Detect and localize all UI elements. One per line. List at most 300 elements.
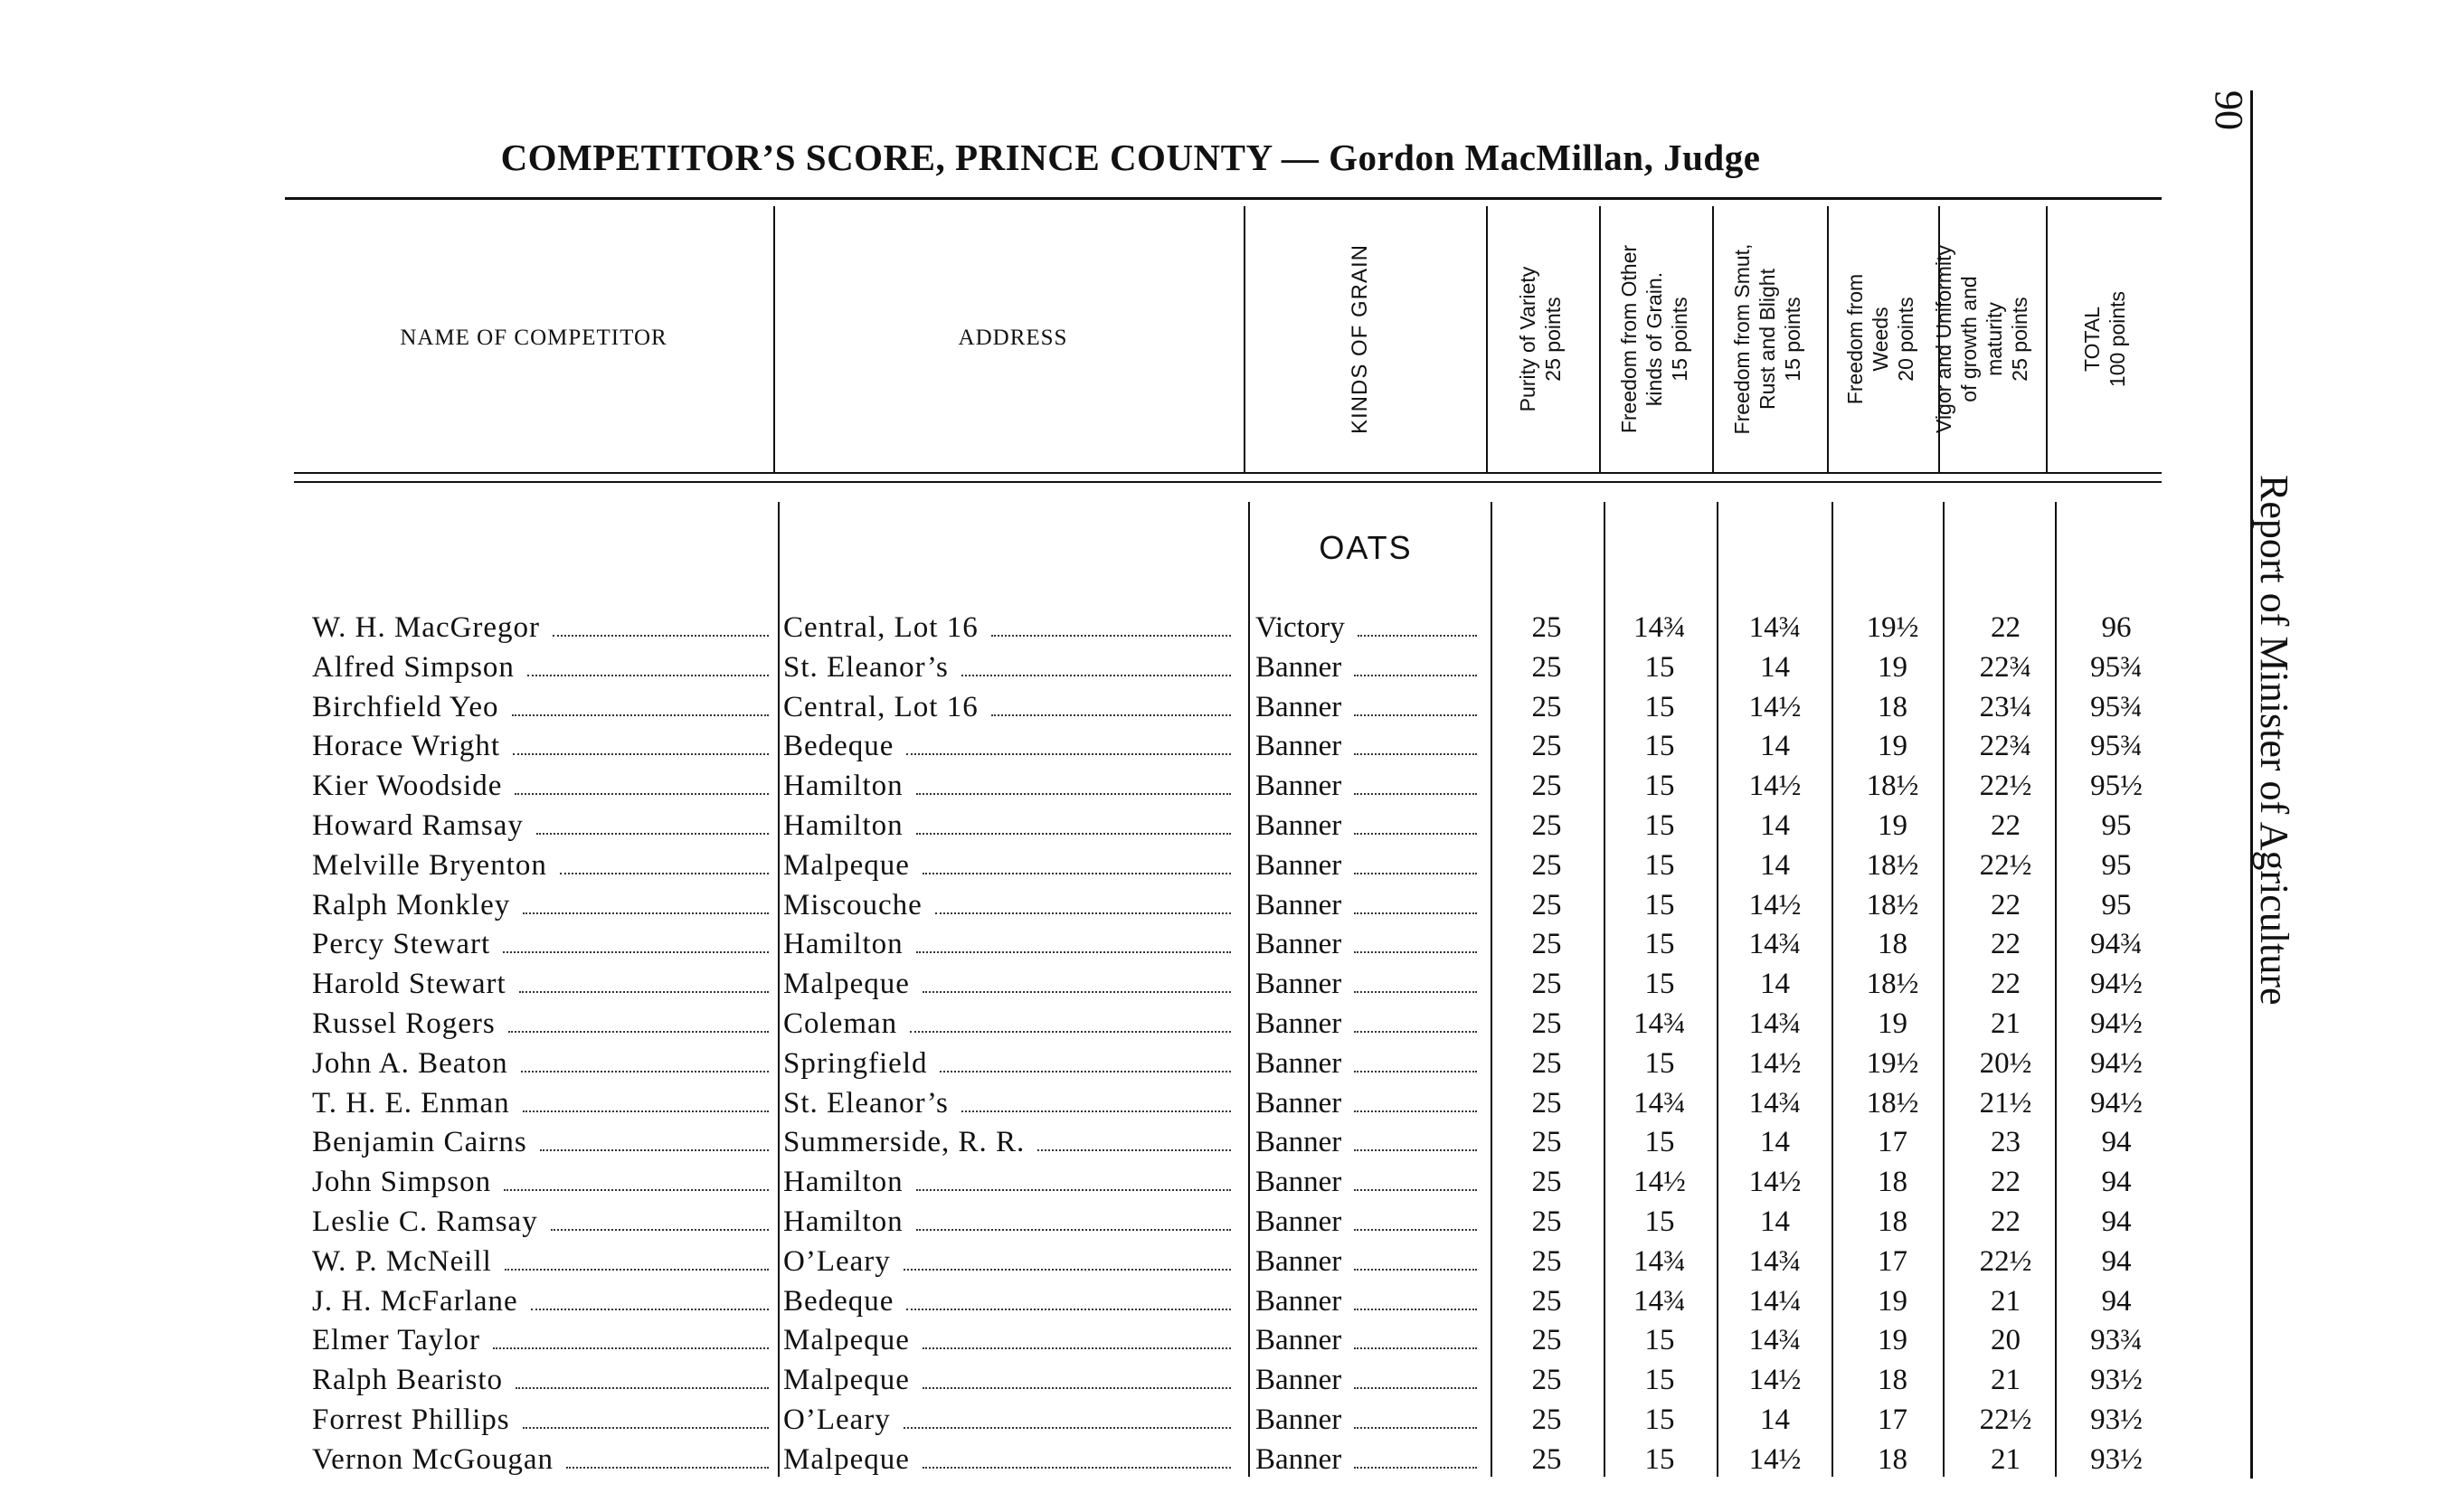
freedom-weeds-score-text: 19 <box>1878 730 1907 763</box>
dot-leader <box>1354 1426 1477 1429</box>
grain-kind-text: Banner <box>1255 730 1342 763</box>
table-row <box>0 1162 2442 1202</box>
freedom-weeds-score <box>1836 1122 1949 1162</box>
competitor-address <box>783 1202 1240 1242</box>
table-row <box>0 1242 2442 1281</box>
competitor-name-text: John Simpson <box>312 1166 492 1199</box>
dot-leader <box>1354 713 1477 716</box>
table-row <box>0 1122 2442 1162</box>
freedom-weeds-score <box>1836 964 1949 1004</box>
purity-score-text: 25 <box>1531 1364 1562 1397</box>
vigor-score <box>1949 1202 2062 1242</box>
total-score <box>2062 885 2171 925</box>
competitor-address <box>783 924 1240 964</box>
freedom-weeds-score-text: 18 <box>1878 1364 1907 1397</box>
dot-leader <box>1354 674 1477 676</box>
table-row <box>0 806 2442 846</box>
freedom-other-score-text: 15 <box>1644 690 1675 723</box>
competitor-address-text: Summerside, R. R. <box>783 1126 1026 1159</box>
freedom-other-score-text: 15 <box>1644 650 1675 684</box>
grain-kind <box>1255 806 1486 846</box>
competitor-address <box>783 608 1240 647</box>
header-bottom-rule <box>294 472 2162 474</box>
table-row <box>0 964 2442 1004</box>
competitor-name <box>312 1281 778 1321</box>
freedom-other-score-text: 15 <box>1644 1442 1675 1476</box>
competitor-name-text: Horace Wright <box>312 730 501 763</box>
page-title: COMPETITOR’S SCORE, PRINCE COUNTY — Gordon MacMillan, Judge <box>500 137 1761 178</box>
freedom-weeds-score-text: 18 <box>1878 690 1907 723</box>
grain-kind <box>1255 1281 1486 1321</box>
total-score-text: 95¾ <box>2090 730 2143 763</box>
competitor-name <box>312 608 778 647</box>
competitor-address-text: Bedeque <box>783 1284 894 1318</box>
table-row <box>0 608 2442 647</box>
competitor-name <box>312 1083 778 1123</box>
competitor-address <box>783 1083 1240 1123</box>
freedom-other-score-text: 15 <box>1644 1324 1675 1357</box>
grain-kind <box>1255 1083 1486 1123</box>
vigor-score-text: 22 <box>1991 968 2021 1001</box>
purity-score-text: 25 <box>1531 1324 1562 1357</box>
vigor-score-text: 21 <box>1991 1007 2021 1040</box>
grain-kind <box>1255 1044 1486 1083</box>
grain-kind-text: Banner <box>1255 968 1342 1001</box>
dot-leader <box>1354 872 1477 874</box>
freedom-other-score-text: 14¾ <box>1633 1244 1686 1278</box>
freedom-other-score <box>1605 726 1714 766</box>
vigor-score <box>1949 1320 2062 1360</box>
grain-kind-text: Banner <box>1255 1007 1342 1040</box>
purity-score-text: 25 <box>1531 730 1562 763</box>
purity-score <box>1492 1281 1601 1321</box>
freedom-weeds-score-text: 18 <box>1878 1442 1907 1476</box>
freedom-smut-score-text: 14¾ <box>1748 1244 1802 1278</box>
header-bottom-rule-2 <box>294 481 2162 483</box>
dot-leader <box>916 1228 1231 1231</box>
competitor-name-text: Ralph Monkley <box>312 888 511 921</box>
dot-leader <box>566 1466 769 1469</box>
freedom-smut-score <box>1718 1083 1832 1123</box>
vigor-score <box>1949 1360 2062 1400</box>
freedom-smut-score-text: 14½ <box>1748 770 1802 803</box>
table-row <box>0 726 2442 766</box>
competitor-name <box>312 766 778 806</box>
dot-leader <box>935 912 1231 914</box>
dot-leader <box>1354 950 1477 953</box>
competitor-name-text: W. H. MacGregor <box>312 611 541 644</box>
vigor-score <box>1949 1044 2062 1083</box>
competitor-name-text: Harold Stewart <box>312 968 506 1001</box>
freedom-other-score <box>1605 924 1714 964</box>
competitor-name-text: Kier Woodside <box>312 770 503 803</box>
dot-leader <box>906 752 1231 755</box>
dot-leader <box>923 1386 1231 1389</box>
freedom-other-score <box>1605 1202 1714 1242</box>
dot-leader <box>560 872 769 874</box>
vigor-score-text: 21 <box>1991 1442 2021 1476</box>
freedom-weeds-score <box>1836 1440 1949 1479</box>
purity-score-text: 25 <box>1531 1244 1562 1278</box>
freedom-weeds-score <box>1836 846 1949 885</box>
grain-kind <box>1255 846 1486 885</box>
purity-score-text: 25 <box>1531 809 1562 842</box>
competitor-name-text: Forrest Phillips <box>312 1403 510 1436</box>
competitor-name <box>312 924 778 964</box>
freedom-other-score <box>1605 1083 1714 1123</box>
header-address: ADDRESS <box>958 326 1068 350</box>
freedom-other-score <box>1605 687 1714 727</box>
header-divider <box>1486 206 1488 472</box>
competitor-name-text: John A. Beaton <box>312 1046 508 1080</box>
freedom-other-score-text: 15 <box>1644 1403 1675 1436</box>
freedom-other-score-text: 15 <box>1644 928 1675 961</box>
table-row <box>0 924 2442 964</box>
freedom-weeds-score <box>1836 1281 1949 1321</box>
grain-kind-text: Banner <box>1255 650 1342 684</box>
vigor-score <box>1949 846 2062 885</box>
freedom-smut-score-text: 14½ <box>1748 1364 1802 1397</box>
vigor-score <box>1949 1162 2062 1202</box>
competitor-name-text: Vernon McGougan <box>312 1442 554 1476</box>
dot-leader <box>1354 1386 1477 1389</box>
total-score-text: 93¾ <box>2090 1324 2143 1357</box>
table-row <box>0 1083 2442 1123</box>
purity-score <box>1492 1004 1601 1044</box>
freedom-other-score <box>1605 1004 1714 1044</box>
competitor-name-text: Leslie C. Ramsay <box>312 1205 538 1238</box>
competitor-address <box>783 1122 1240 1162</box>
dot-leader <box>1354 1228 1477 1231</box>
grain-kind-text: Banner <box>1255 1324 1342 1357</box>
total-score-text: 94 <box>2101 1244 2132 1278</box>
freedom-weeds-score <box>1836 687 1949 727</box>
freedom-weeds-score-text: 18 <box>1878 928 1907 961</box>
purity-score <box>1492 1320 1601 1360</box>
purity-score-text: 25 <box>1531 968 1562 1001</box>
dot-leader <box>515 792 769 795</box>
freedom-other-score <box>1605 647 1714 687</box>
vigor-score <box>1949 1122 2062 1162</box>
freedom-other-score-text: 15 <box>1644 1126 1675 1159</box>
dot-leader <box>1354 752 1477 755</box>
total-score <box>2062 924 2171 964</box>
grain-kind-text: Banner <box>1255 1442 1342 1476</box>
freedom-weeds-score-text: 17 <box>1878 1126 1907 1159</box>
dot-leader <box>1354 1268 1477 1271</box>
vigor-score <box>1949 766 2062 806</box>
dot-leader <box>1358 634 1477 637</box>
purity-score-text: 25 <box>1531 1086 1562 1120</box>
freedom-other-score <box>1605 1122 1714 1162</box>
competitor-address-text: Hamilton <box>783 809 904 842</box>
dot-leader <box>1354 1308 1477 1310</box>
freedom-weeds-score-text: 19½ <box>1866 611 1919 644</box>
total-score-text: 94½ <box>2090 1007 2143 1040</box>
grain-kind-text: Banner <box>1255 1284 1342 1318</box>
dot-leader <box>1354 1070 1477 1073</box>
grain-kind-text: Banner <box>1255 690 1342 723</box>
dot-leader <box>512 713 769 716</box>
total-score <box>2062 766 2171 806</box>
table-row <box>0 687 2442 727</box>
freedom-smut-score <box>1718 1004 1832 1044</box>
competitor-address <box>783 766 1240 806</box>
freedom-weeds-score <box>1836 1202 1949 1242</box>
grain-kind-text: Banner <box>1255 1126 1342 1159</box>
grain-kind <box>1255 1360 1486 1400</box>
vigor-score <box>1949 924 2062 964</box>
total-score <box>2062 1122 2171 1162</box>
purity-score <box>1492 1202 1601 1242</box>
purity-score <box>1492 846 1601 885</box>
purity-score-text: 25 <box>1531 1007 1562 1040</box>
freedom-weeds-score-text: 18 <box>1878 1166 1907 1199</box>
dot-leader <box>505 1268 769 1271</box>
vigor-score-text: 22 <box>1991 611 2021 644</box>
dot-leader <box>1354 792 1477 795</box>
vigor-score <box>1949 964 2062 1004</box>
freedom-other-score-text: 15 <box>1644 770 1675 803</box>
dot-leader <box>916 792 1231 795</box>
grain-kind-text: Banner <box>1255 1166 1342 1199</box>
table-row <box>0 1440 2442 1479</box>
freedom-smut-score-text: 14 <box>1760 730 1790 763</box>
grain-kind-text: Banner <box>1255 770 1342 803</box>
header-divider <box>2046 206 2048 472</box>
competitor-name <box>312 964 778 1004</box>
total-score <box>2062 1004 2171 1044</box>
competitor-address-text: St. Eleanor’s <box>783 650 949 684</box>
vigor-score-text: 22 <box>1991 888 2021 921</box>
freedom-smut-score-text: 14 <box>1760 1126 1790 1159</box>
freedom-smut-score <box>1718 766 1832 806</box>
competitor-address-text: Malpeque <box>783 1324 910 1357</box>
freedom-smut-score <box>1718 964 1832 1004</box>
vigor-score-text: 22½ <box>1979 848 2032 882</box>
freedom-smut-score <box>1718 608 1832 647</box>
header-divider <box>1712 206 1714 472</box>
freedom-smut-score <box>1718 806 1832 846</box>
competitor-address <box>783 1044 1240 1083</box>
dot-leader <box>531 1308 769 1310</box>
table-row <box>0 1281 2442 1321</box>
freedom-weeds-score-text: 18½ <box>1866 770 1919 803</box>
dot-leader <box>961 674 1231 676</box>
competitor-name <box>312 1242 778 1281</box>
competitor-address-text: St. Eleanor’s <box>783 1086 949 1120</box>
total-score <box>2062 1044 2171 1083</box>
total-score <box>2062 1400 2171 1440</box>
competitor-address <box>783 1440 1240 1479</box>
freedom-smut-score <box>1718 1360 1832 1400</box>
total-score <box>2062 964 2171 1004</box>
competitor-address-text: Central, Lot 16 <box>783 690 979 723</box>
freedom-smut-score <box>1718 1242 1832 1281</box>
table-row <box>0 1202 2442 1242</box>
grain-kind <box>1255 1320 1486 1360</box>
freedom-weeds-score <box>1836 885 1949 925</box>
freedom-smut-score <box>1718 924 1832 964</box>
grain-kind-text: Banner <box>1255 1205 1342 1238</box>
freedom-weeds-score-text: 17 <box>1878 1403 1907 1436</box>
header-freedom-other: Freedom from Other kinds of Grain. 15 points <box>1617 244 1691 434</box>
freedom-smut-score <box>1718 1122 1832 1162</box>
freedom-weeds-score <box>1836 1162 1949 1202</box>
vigor-score <box>1949 726 2062 766</box>
grain-kind <box>1255 608 1486 647</box>
competitor-address <box>783 647 1240 687</box>
freedom-weeds-score-text: 19 <box>1878 1324 1907 1357</box>
freedom-other-score <box>1605 1044 1714 1083</box>
header-total: TOTAL 100 points <box>2080 290 2129 388</box>
purity-score-text: 25 <box>1531 690 1562 723</box>
freedom-other-score-text: 14¾ <box>1633 1284 1686 1318</box>
freedom-weeds-score-text: 19 <box>1878 1007 1907 1040</box>
grain-kind <box>1255 766 1486 806</box>
purity-score <box>1492 924 1601 964</box>
dot-leader <box>493 1347 769 1349</box>
competitor-name-text: Elmer Taylor <box>312 1324 480 1357</box>
total-score <box>2062 1202 2171 1242</box>
competitor-name <box>312 806 778 846</box>
freedom-other-score <box>1605 608 1714 647</box>
purity-score-text: 25 <box>1531 1442 1562 1476</box>
freedom-other-score <box>1605 766 1714 806</box>
freedom-smut-score-text: 14¾ <box>1748 1086 1802 1120</box>
grain-kind-text: Banner <box>1255 1403 1342 1436</box>
freedom-weeds-score-text: 19 <box>1878 1284 1907 1318</box>
freedom-other-score <box>1605 1360 1714 1400</box>
vigor-score-text: 23¼ <box>1979 690 2032 723</box>
grain-kind <box>1255 964 1486 1004</box>
grain-kind-text: Banner <box>1255 1244 1342 1278</box>
grain-kind-text: Banner <box>1255 848 1342 882</box>
dot-leader <box>916 950 1231 953</box>
vigor-score-text: 23 <box>1991 1126 2021 1159</box>
freedom-smut-score-text: 14½ <box>1748 1166 1802 1199</box>
header-vigor: Vigor and Uniformity of growth and maturity 25 points <box>1932 245 2031 433</box>
header-grain: KINDS OF GRAIN <box>1348 243 1372 435</box>
total-score-text: 94 <box>2101 1166 2132 1199</box>
dot-leader <box>906 1308 1231 1310</box>
total-score <box>2062 1083 2171 1123</box>
grain-kind <box>1255 1440 1486 1479</box>
freedom-other-score <box>1605 885 1714 925</box>
competitor-address <box>783 806 1240 846</box>
page-number: 90 <box>2207 90 2251 130</box>
grain-kind <box>1255 687 1486 727</box>
vigor-score-text: 21 <box>1991 1284 2021 1318</box>
total-score-text: 95 <box>2101 888 2132 921</box>
purity-score-text: 25 <box>1531 1284 1562 1318</box>
table-row <box>0 1400 2442 1440</box>
competitor-name <box>312 647 778 687</box>
vigor-score <box>1949 1281 2062 1321</box>
freedom-other-score-text: 15 <box>1644 888 1675 921</box>
header-freedom-smut: Freedom from Smut, Rust and Blight 15 points <box>1730 243 1804 435</box>
vigor-score <box>1949 1440 2062 1479</box>
competitor-name <box>312 1044 778 1083</box>
dot-leader <box>519 990 769 993</box>
freedom-smut-score <box>1718 1440 1832 1479</box>
total-score-text: 95 <box>2101 809 2132 842</box>
dot-leader <box>1354 1347 1477 1349</box>
purity-score-text: 25 <box>1531 928 1562 961</box>
freedom-smut-score-text: 14¾ <box>1748 928 1802 961</box>
freedom-smut-score <box>1718 1202 1832 1242</box>
purity-score <box>1492 726 1601 766</box>
total-score <box>2062 1360 2171 1400</box>
total-score-text: 94½ <box>2090 968 2143 1001</box>
competitor-address-text: Hamilton <box>783 1166 904 1199</box>
freedom-weeds-score-text: 17 <box>1878 1244 1907 1278</box>
total-score-text: 94 <box>2101 1284 2132 1318</box>
freedom-weeds-score-text: 19 <box>1878 809 1907 842</box>
purity-score <box>1492 687 1601 727</box>
freedom-other-score-text: 15 <box>1644 1046 1675 1080</box>
total-score <box>2062 806 2171 846</box>
competitor-name <box>312 1440 778 1479</box>
purity-score-text: 25 <box>1531 1126 1562 1159</box>
dot-leader <box>1354 1466 1477 1469</box>
grain-kind <box>1255 1122 1486 1162</box>
competitor-name-text: T. H. E. Enman <box>312 1086 510 1120</box>
purity-score <box>1492 1440 1601 1479</box>
dot-leader <box>940 1070 1231 1073</box>
freedom-weeds-score <box>1836 1004 1949 1044</box>
total-score-text: 93½ <box>2090 1442 2143 1476</box>
purity-score <box>1492 647 1601 687</box>
freedom-other-score-text: 15 <box>1644 730 1675 763</box>
total-score-text: 94½ <box>2090 1086 2143 1120</box>
dot-leader <box>1354 912 1477 914</box>
total-score-text: 94¾ <box>2090 928 2143 961</box>
purity-score <box>1492 1242 1601 1281</box>
purity-score <box>1492 1122 1601 1162</box>
total-score <box>2062 726 2171 766</box>
dot-leader <box>1354 1188 1477 1191</box>
freedom-smut-score <box>1718 1400 1832 1440</box>
purity-score <box>1492 806 1601 846</box>
purity-score-text: 25 <box>1531 770 1562 803</box>
vigor-score <box>1949 1004 2062 1044</box>
competitor-address <box>783 726 1240 766</box>
dot-leader <box>923 1347 1231 1349</box>
grain-kind-text: Banner <box>1255 1364 1342 1397</box>
freedom-weeds-score <box>1836 1083 1949 1123</box>
dot-leader <box>991 713 1231 716</box>
competitor-name <box>312 1202 778 1242</box>
grain-kind <box>1255 1004 1486 1044</box>
vigor-score <box>1949 885 2062 925</box>
competitor-address <box>783 1281 1240 1321</box>
dot-leader <box>504 1188 769 1191</box>
dot-leader <box>916 1188 1231 1191</box>
vigor-score <box>1949 608 2062 647</box>
competitor-address-text: O’Leary <box>783 1403 891 1436</box>
competitor-name-text: Russel Rogers <box>312 1007 496 1040</box>
freedom-weeds-score <box>1836 1360 1949 1400</box>
dot-leader <box>961 1110 1231 1112</box>
grain-kind-text: Victory <box>1255 611 1345 644</box>
vigor-score-text: 22½ <box>1979 1403 2032 1436</box>
competitor-address <box>783 1004 1240 1044</box>
grain-kind <box>1255 726 1486 766</box>
freedom-smut-score-text: 14 <box>1760 809 1790 842</box>
grain-kind-text: Banner <box>1255 1046 1342 1080</box>
table-row <box>0 885 2442 925</box>
